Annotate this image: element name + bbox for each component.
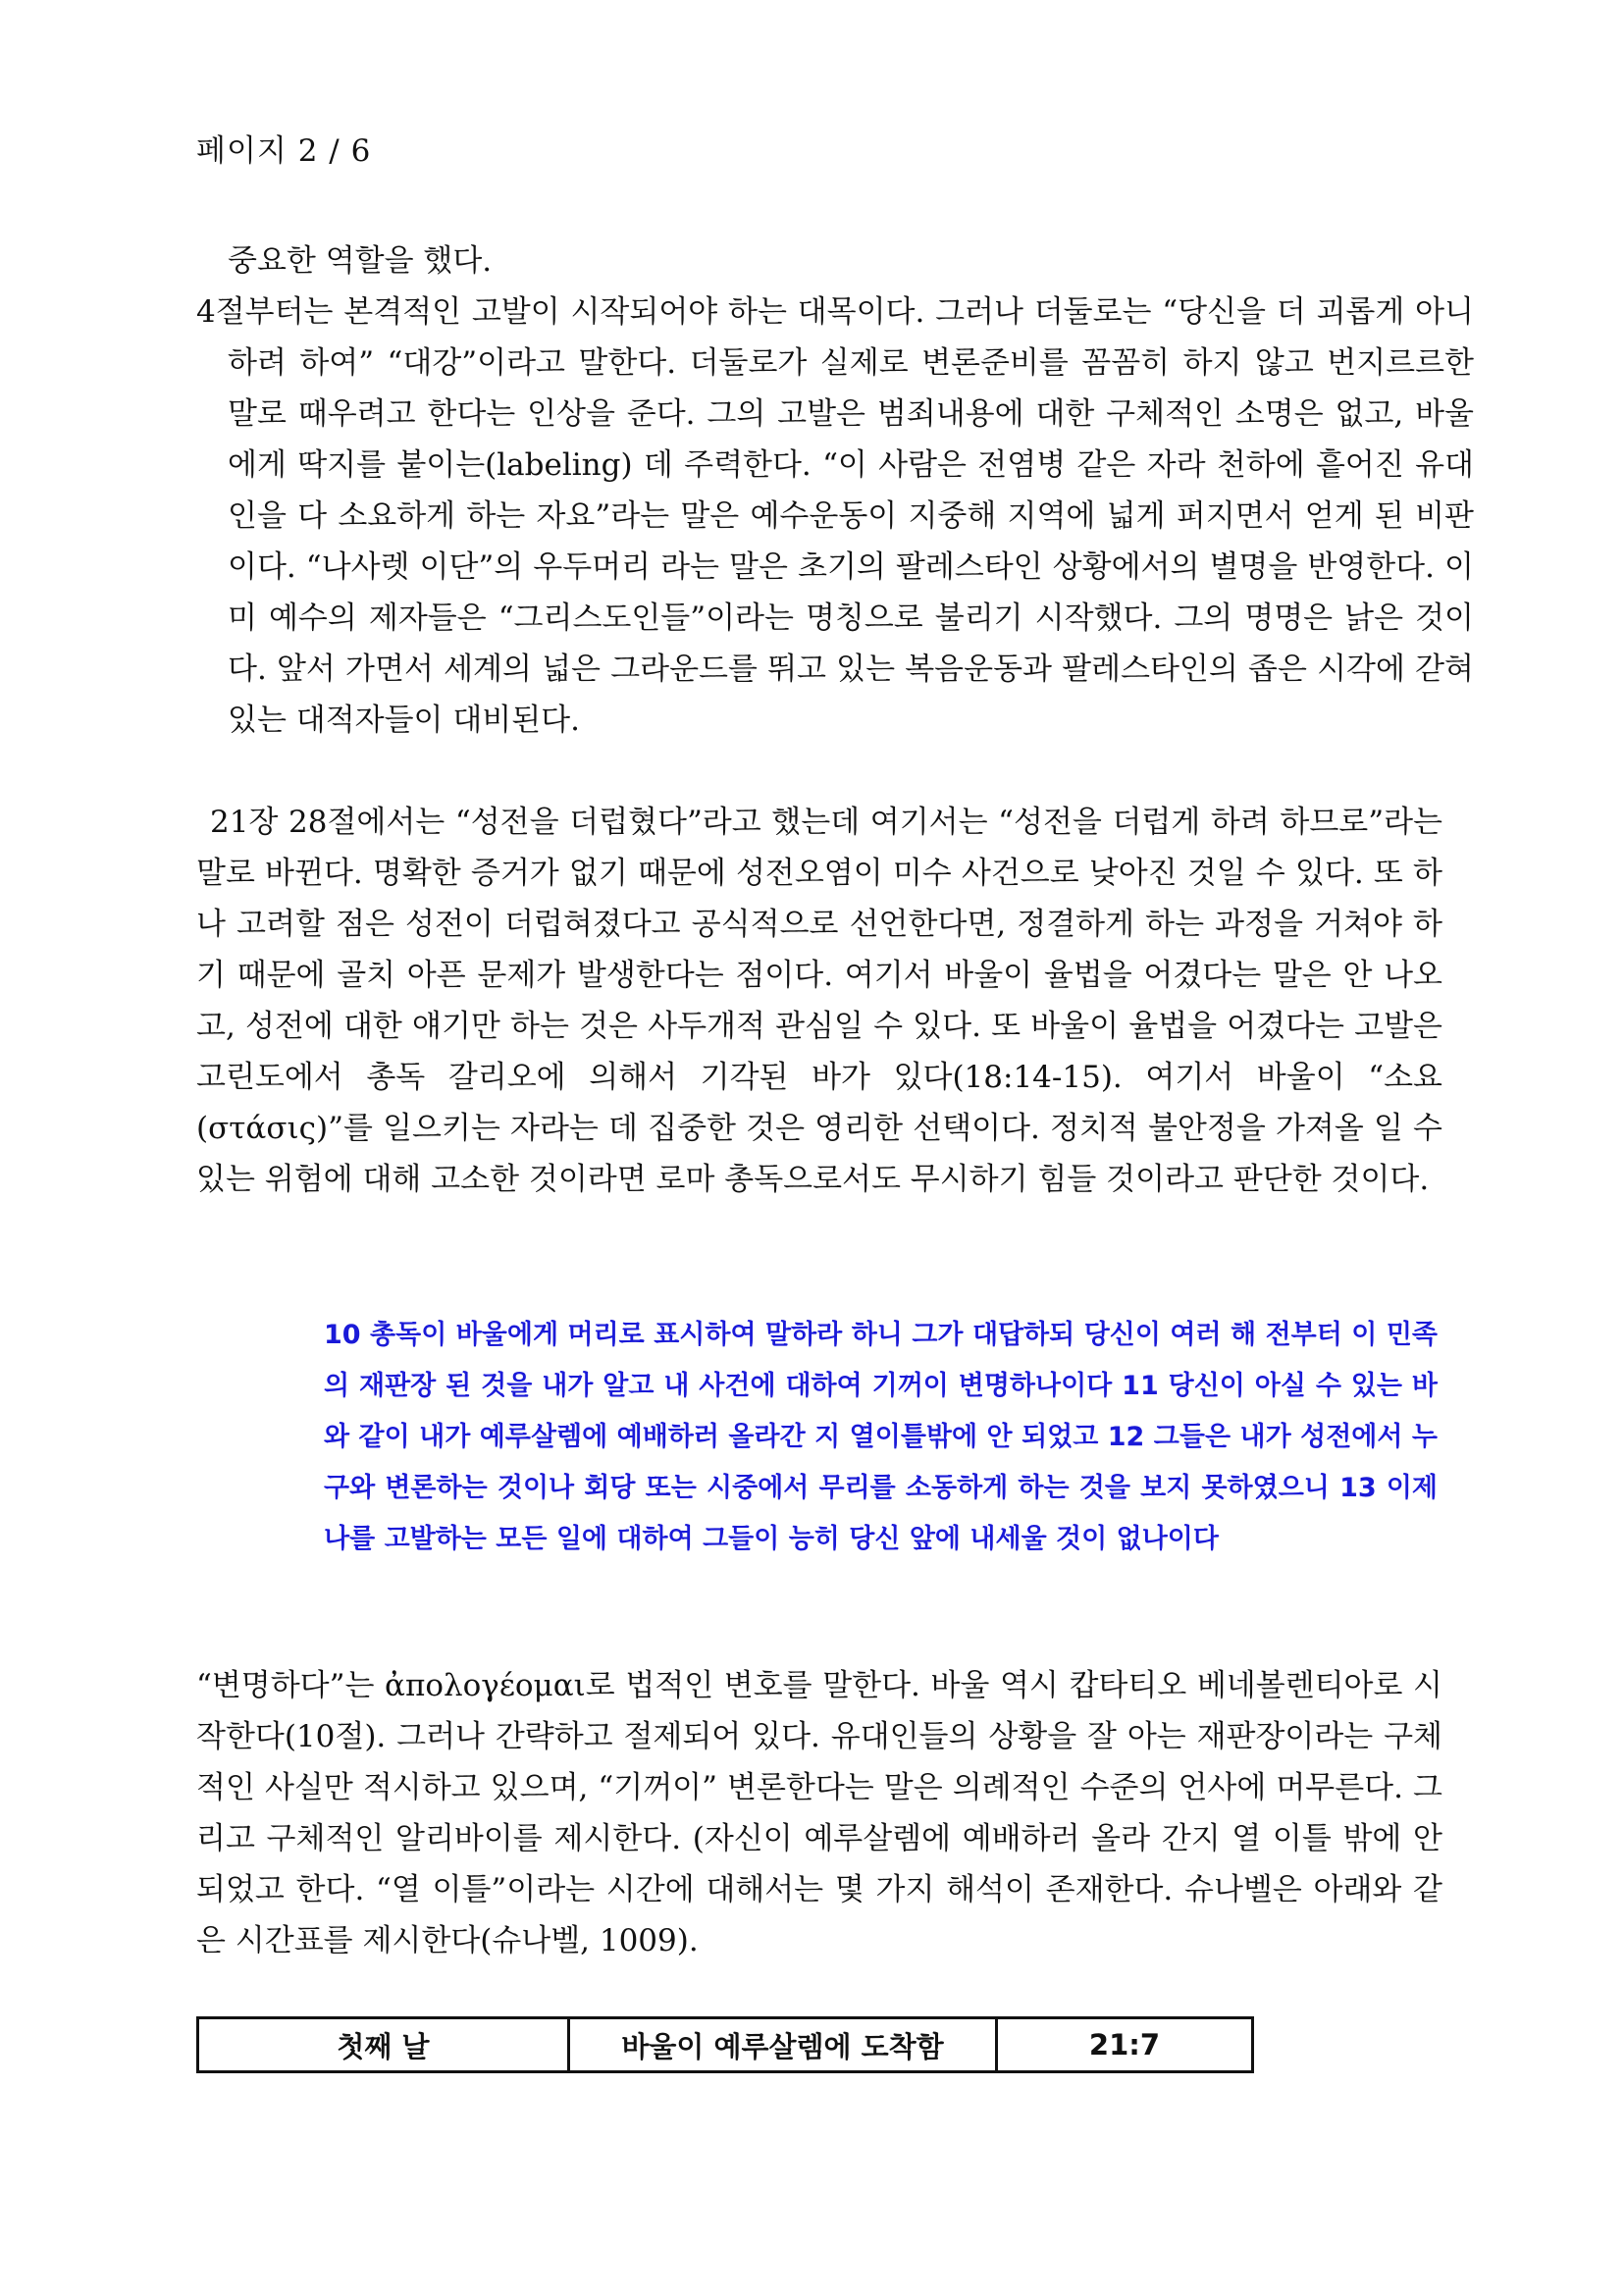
table-cell-reference: 21:7: [997, 2018, 1253, 2072]
paragraph-chapter-21-commentary: 21장 28절에서는 “성전을 더럽혔다”라고 했는데 여기서는 “성전을 더럽게 하려 하므로”라는 말로 바뀐다. 명확한 증거가 없기 때문에 성전오염이 미수 사건으로 낮아진 것일 수 있다. 또 하나 고려할 점은 성전이 더럽혀졌다고 공식적으로 선언한다면, 정결하게 하는 과정을 거쳐야 하기 때문에 골치 아픈 문제가 발생한다는 점이다. 여기서 바울이 율법을 어겼다는 말은 안 나오고, 성전에 대한 얘기만 하는 것은 사두개적 관심일 수 있다. 또 바울이 율법을 어겼다는 고발은 고린도에서 총독 갈리오에 의해서 기각된 바가 있다(18:14-15). 여기서 바울이 “소요(στάσις)”를 일으키는 자라는 데 집중한 것은 영리한 선택이다. 정치적 불안정을 가져올 일 수 있는 위험에 대해 고소한 것이라면 로마 총독으로서도 무시하기 힘들 것이라고 판단한 것이다.: [196, 805, 1442, 1197]
paragraph-continuation: 중요한 역할을 했다.: [228, 243, 493, 279]
table-cell-event: 바울이 예루살렘에 도착함: [569, 2018, 997, 2072]
timeline-table: [196, 2016, 1254, 2073]
scripture-quote: 10 총독이 바울에게 머리로 표시하여 말하라 하니 그가 대답하되 당신이 여러 해 전부터 이 민족의 재판장 된 것을 내가 알고 내 사건에 대하여 기꺼이 변명하나이다 11 당신이 아실 수 있는 바와 같이 내가 예루살렘에 예배하러 올라간 지 열이틀밖에 안 되었고 12 그들은 내가 성전에서 누구와 변론하는 것이나 회당 또는 시중에서 무리를 소동하게 하는 것을 보지 못하였으니 13 이제 나를 고발하는 모든 일에 대하여 그들이 능히 당신 앞에 내세울 것이 없나이다: [324, 1320, 1438, 1554]
page-indicator: 페이지 2 / 6: [196, 133, 372, 169]
table-cell-day: 첫째 날: [198, 2018, 569, 2072]
paragraph-verse-4-commentary: 4절부터는 본격적인 고발이 시작되어야 하는 대목이다. 그러나 더둘로는 “당신을 더 괴롭게 아니하려 하여” “대강”이라고 말한다. 더둘로가 실제로 변론준비를 꼼꼼히 하지 않고 번지르르한 말로 때우려고 한다는 인상을 준다. 그의 고발은 범죄내용에 대한 구체적인 소명은 없고, 바울에게 딱지를 붙이는(labeling) 데 주력한다. “이 사람은 전염병 같은 자라 천하에 흩어진 유대인을 다 소요하게 하는 자요”라는 말은 예수운동이 지중해 지역에 넓게 퍼지면서 얻게 된 비판이다. “나사렛 이단”의 우두머리 라는 말은 초기의 팔레스타인 상황에서의 별명을 반영한다. 이미 예수의 제자들은 “그리스도인들”이라는 명칭으로 불리기 시작했다. 그의 명명은 낡은 것이다. 앞서 가면서 세계의 넓은 그라운드를 뛰고 있는 복음운동과 팔레스타인의 좁은 시각에 갇혀 있는 대적자들이 대비된다.: [196, 294, 1474, 738]
paragraph-apologeomai-commentary: “변명하다”는 ἀπολογέομαι로 법적인 변호를 말한다. 바울 역시 캅타티오 베네볼렌티아로 시작한다(10절). 그러나 간략하고 절제되어 있다. 유대인들의 상황을 잘 아는 재판장이라는 구체적인 사실만 적시하고 있으며, “기꺼이” 변론한다는 말은 의례적인 수준의 언사에 머무른다. 그리고 구체적인 알리바이를 제시한다. (자신이 예루살렘에 예배하러 올라 간지 열 이틀 밖에 안 되었고 한다. “열 이틀”이라는 시간에 대해서는 몇 가지 해석이 존재한다. 슈나벨은 아래와 같은 시간표를 제시한다(슈나벨, 1009).: [196, 1668, 1442, 1958]
table-row: [198, 2018, 1253, 2072]
